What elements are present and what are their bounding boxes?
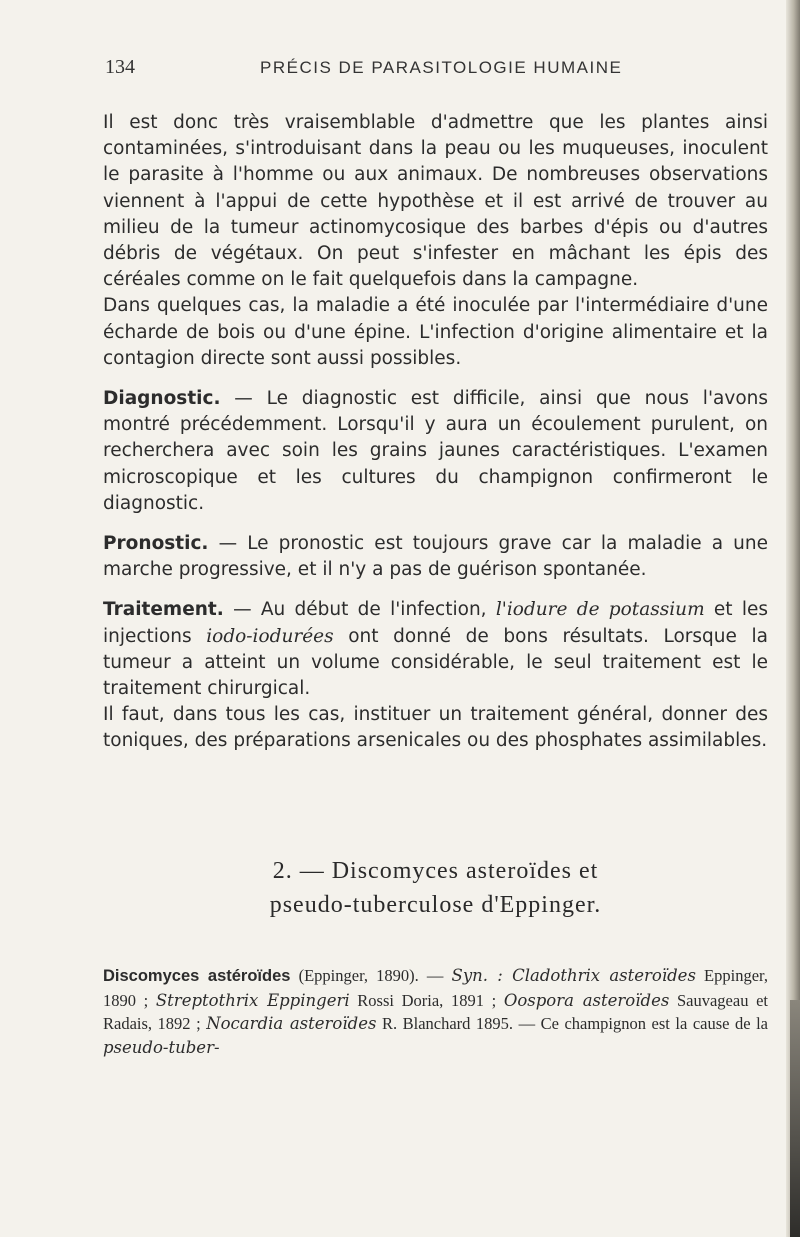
paragraph-inoculation: Dans quelques cas, la maladie a été inoculée par l'intermédiaire d'une écharde de bois ou d'une épine. L'infection d'origine alimentaire et la contagion directe sont aussi possibles. [103, 295, 768, 369]
section-title [103, 854, 768, 922]
section-title-line-2: pseudo-tuberculose d'Eppinger. [269, 892, 602, 918]
pronostic-text: — Le pronostic est toujours grave car la maladie a une marche progressive, et il n'y a pas de guérison spontanée. [103, 533, 768, 581]
page-edge-dark-corner [790, 1000, 800, 1237]
diagnostic-heading: Diagnostic. [103, 388, 221, 410]
page-header [0, 56, 800, 86]
synonymy-note [103, 964, 768, 1059]
paragraph-traitement [103, 597, 768, 702]
paragraph-general-treatment: Il faut, dans tous les cas, instituer un traitement général, donner des toniques, des préparations arsenicales ou des phosphates assimilables. [103, 704, 768, 752]
species-name: Discomyces astéroïdes [103, 967, 291, 985]
section-title-line-1: 2. — Discomyces asteroïdes et [272, 858, 599, 884]
synonymy-italic-2: Streptothrix Eppingeri [155, 990, 350, 1010]
synonymy-text-1: (Eppinger, 1890). — [290, 966, 452, 985]
paragraph-pronostic [103, 531, 768, 583]
synonymy-italic-3: Oospora asteroïdes [503, 990, 670, 1010]
traitement-text-b: et les injections [103, 599, 768, 647]
pronostic-heading: Pronostic. [103, 533, 209, 555]
traitement-heading: Traitement. [103, 599, 224, 621]
main-text [103, 110, 768, 755]
running-title: PRÉCIS DE PARASITOLOGIE HUMAINE [260, 58, 623, 77]
synonymy-text-5: R. Blanchard 1895. — Ce champignon est la cause de la [376, 1014, 768, 1033]
traitement-text-c: ont donné de bons résultats. Lorsque la tumeur a atteint un volume considérable, le seul traitement est le traitement chirurgical. [103, 625, 769, 700]
synonymy-italic-1: Syn. : Cladothrix asteroïdes [451, 966, 696, 985]
synonymy-text-4: Sauvageau et Radais, 1892 ; [103, 990, 768, 1033]
synonymy-text-2: Eppinger, 1890 ; [103, 966, 768, 1010]
traitement-italic-injections: iodo-iodurées [206, 625, 334, 647]
synonymy-italic-5: pseudo-tuber- [103, 1037, 220, 1057]
synonymy-text-3: Rossi Doria, 1891 ; [349, 990, 504, 1010]
traitement-italic-iodure: l'iodure de potassium [495, 599, 705, 621]
paragraph-contamination: Il est donc très vraisemblable d'admettre que les plantes ainsi contaminées, s'introduisant dans la peau ou les muqueuses, inoculent le parasite à l'homme ou aux animaux. De nombreuses observations viennent à l'appui de cette hypothèse et il est arrivé de trouver au milieu de la tumeur actinomycosique des barbes d'épis ou d'autres débris de végétaux. On peut s'infester en mâchant les épis des céréales comme on le fait quelquefois dans la campagne. [103, 112, 768, 291]
synonymy-italic-4: Nocardia asteroïdes [206, 1014, 377, 1033]
traitement-text-a: — Au début de l'infection, [223, 599, 496, 621]
diagnostic-text: — Le diagnostic est difficile, ainsi que nous l'avons montré précédemment. Lorsqu'il y aura un écoulement purulent, on recherchera avec soin les grains jaunes caractéristiques. L'examen microscopique et les cultures du champignon confirmeront le diagnostic. [103, 388, 768, 514]
page-number: 134 [105, 56, 135, 78]
paragraph-diagnostic [103, 386, 768, 517]
